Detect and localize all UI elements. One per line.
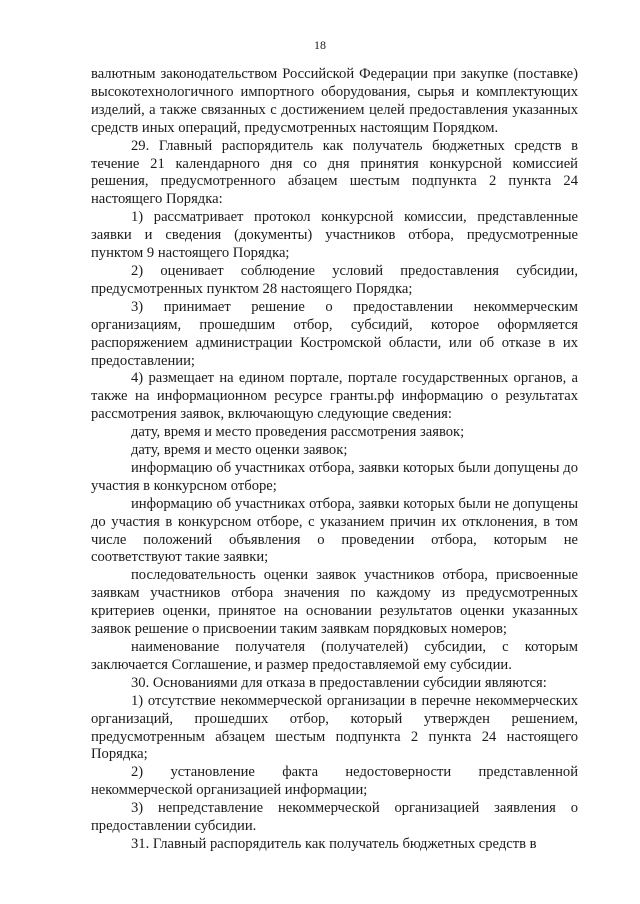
page-number: 18	[314, 38, 326, 52]
paragraph: информацию об участниках отбора, заявки которых были допущены до участия в конкурсном отборе;	[91, 459, 578, 494]
paragraph: 3) непредставление некоммерческой организацией заявления о предоставлении субсидии.	[91, 800, 578, 835]
paragraph: дату, время и место проведения рассмотрения заявок;	[131, 424, 465, 441]
paragraph: валютным законодательством Российской Федерации при закупке (поставке) высокотехнологичного импортного оборудования, сырья и комплектующих изделий, а также связанных с достижением целей предоставления указанных средств иных операций, предусмотренных настоящим Порядком.	[91, 66, 578, 136]
paragraph: 3) принимает решение о предоставлении некоммерческим организациям, прошедшим отбор, субсидий, которое оформляется распоряжением администрации Костромской области, или об отказе в их предоставлении;	[91, 298, 578, 369]
body-text	[91, 66, 578, 854]
paragraph: 2) установление факта недостоверности представленной некоммерческой организацией информации;	[91, 764, 578, 799]
paragraph: наименование получателя (получателей) субсидии, с которым заключается Соглашение, и размер предоставляемой ему субсидии.	[91, 639, 578, 673]
paragraph: 29. Главный распорядитель как получатель бюджетных средств в течение 21 календарного дня со дня принятия конкурсной комиссией решения, предусмотренного абзацем шестым подпункта 2 пункта 24 настоящего Порядка:	[91, 137, 578, 208]
paragraph: 30. Основаниями для отказа в предоставлении субсидии являются:	[131, 674, 547, 691]
paragraph: дату, время и место оценки заявок;	[131, 442, 348, 459]
paragraph: 4) размещает на едином портале, портале государственных органов, а также на информационном ресурсе гранты.рф информацию о результатах рассмотрения заявок, включающую следующие сведения:	[91, 370, 578, 423]
paragraph: 2) оценивает соблюдение условий предоставления субсидии, предусмотренных пунктом 28 настоящего Порядка;	[91, 262, 578, 297]
paragraph: последовательность оценки заявок участников отбора, присвоенные заявкам участников отбора значения по каждому из предусмотренных критериев оценки, принятое на основании результатов оценки указанных заявок решение о присвоении таким заявкам порядковых номеров;	[91, 567, 578, 638]
paragraph: 1) отсутствие некоммерческой организации в перечне некоммерческих организаций, прошедших отбор, который утвержден решением, предусмотренным абзацем шестым подпункта 2 пункта 24 настоящего Порядка;	[91, 692, 578, 763]
paragraph: 1) рассматривает протокол конкурсной комиссии, представленные заявки и сведения (документы) участников отбора, предусмотренные пунктом 9 настоящего Порядка;	[91, 209, 578, 262]
paragraph: информацию об участниках отбора, заявки которых были не допущены до участия в конкурсном отборе, с указанием причин их отклонения, в том числе положений объявления о проведении отбора, которым не соответствуют такие заявки;	[91, 495, 578, 566]
paragraph: 31. Главный распорядитель как получатель бюджетных средств в	[131, 835, 537, 852]
